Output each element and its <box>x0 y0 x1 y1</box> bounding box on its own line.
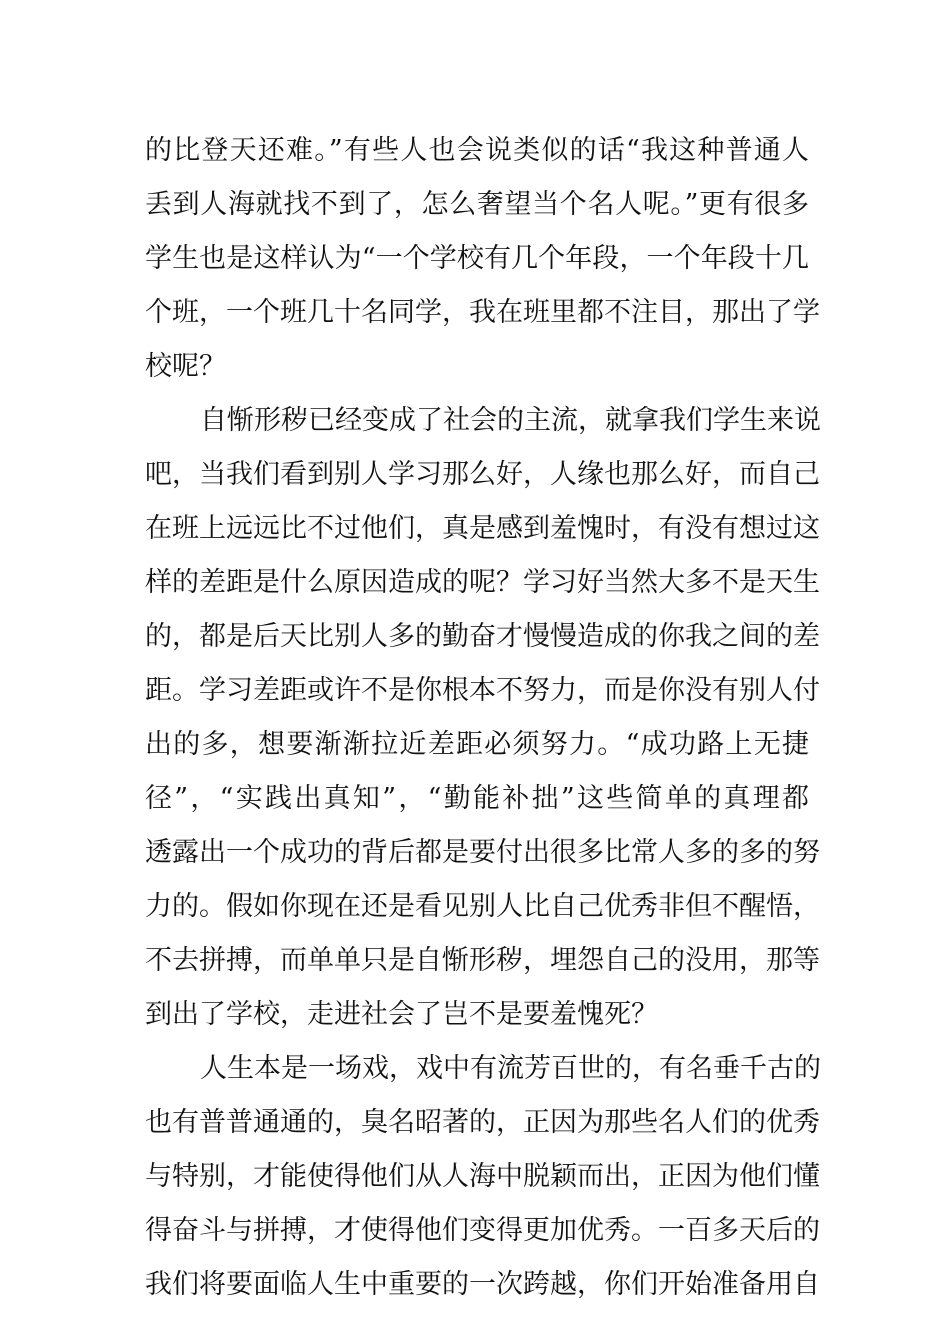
text-line: 自惭形秽已经变成了社会的主流，就拿我们学生来说 <box>200 405 821 436</box>
text-line: 也有普普通通的，臭名昭著的，正因为那些名人们的优秀 <box>145 1107 820 1138</box>
text-line: 的，都是后天比别人多的勤奋才慢慢造成的你我之间的差 <box>145 621 820 652</box>
text-line: 距。学习差距或许不是你根本不努力，而是你没有别人付 <box>145 675 820 706</box>
text-line: 与特别，才能使得他们从人海中脱颖而出，正因为他们懂 <box>145 1161 820 1192</box>
text-line: 径”，“实践出真知”，“勤能补拙”这些简单的真理都 <box>145 783 809 814</box>
text-line: 样的差距是什么原因造成的呢？学习好当然大多不是天生 <box>145 567 820 598</box>
text-line: 不去拼搏，而单单只是自惭形秽，埋怨自己的没用，那等 <box>145 945 820 976</box>
text-line: 得奋斗与拼搏，才使得他们变得更加优秀。一百多天后的 <box>145 1215 820 1246</box>
text-line: 丢到人海就找不到了，怎么奢望当个名人呢。”更有很多 <box>145 189 809 220</box>
text-line: 校呢？ <box>145 351 226 382</box>
text-line: 透露出一个成功的背后都是要付出很多比常人多的多的努 <box>145 837 820 868</box>
text-line: 学生也是这样认为“一个学校有几个年段，一个年段十几 <box>145 243 809 274</box>
text-line: 在班上远远比不过他们，真是感到羞愧时，有没有想过这 <box>145 513 820 544</box>
text-line: 人生本是一场戏，戏中有流芳百世的，有名垂千古的 <box>200 1053 821 1084</box>
body-text <box>145 124 821 1312</box>
text-line: 出的多，想要渐渐拉近差距必须努力。“成功路上无捷 <box>145 729 809 760</box>
text-line: 吧，当我们看到别人学习那么好，人缘也那么好，而自己 <box>145 459 820 490</box>
text-line: 力的。假如你现在还是看见别人比自己优秀非但不醒悟， <box>145 891 820 922</box>
text-line: 我们将要面临人生中重要的一次跨越，你们开始准备用自 <box>145 1269 820 1300</box>
text-line: 到出了学校，走进社会了岂不是要羞愧死？ <box>145 999 658 1030</box>
text-line: 的比登天还难。”有些人也会说类似的话“我这种普通人 <box>145 135 809 166</box>
text-line: 个班，一个班几十名同学，我在班里都不注目，那出了学 <box>145 297 820 328</box>
